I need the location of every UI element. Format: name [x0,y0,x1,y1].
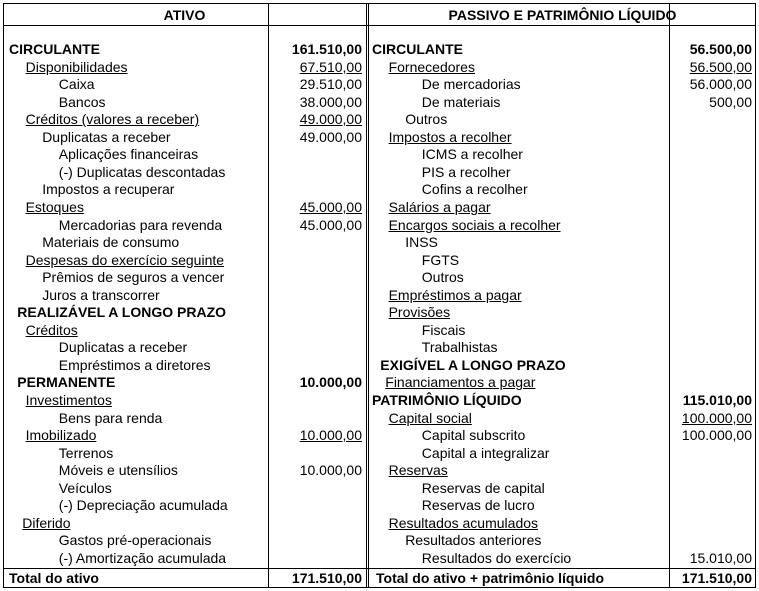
passivo-account-icms-a-recolher: ICMS a recolher [421,146,523,163]
passivo-account-circulante: CIRCULANTE [372,41,463,57]
ativo-account-gastos-pre-operacionais: Gastos pré-operacionais [58,532,212,549]
header-ativo: ATIVO [163,7,206,23]
ativo-value-mercadorias-para-revenda: 45.000,00 [299,216,362,233]
passivo-account-provisoes: Provisões [388,304,451,321]
ativo-account-diferido: Diferido [22,514,71,531]
ativo-account-amortizacao-acumulada: (-) Amortização acumulada [58,549,227,566]
divider-passivo-values [669,3,670,588]
ativo-account-duplicatas-a-receber: Duplicatas a receber [42,128,171,145]
passivo-account-pis-a-recolher: PIS a recolher [421,163,511,180]
ativo-account-impostos-a-recuperar: Impostos a recuperar [42,181,175,198]
ativo-account-disponibilidades: Disponibilidades [25,58,128,75]
passivo-account-exigivel-a-longo-prazo: EXIGÍVEL A LONGO PRAZO [380,356,566,373]
ativo-account-creditos-valores-a-receber: Créditos (valores a receber) [25,111,200,128]
ativo-value-permanente: 10.000,00 [299,374,362,391]
ativo-value-disponibilidades: 67.510,00 [299,58,362,75]
ativo-value-moveis-e-utensilios: 10.000,00 [299,462,362,479]
ativo-account-mercadorias-para-revenda: Mercadorias para revenda [58,216,223,233]
ativo-account-moveis-e-utensilios: Móveis e utensílios [58,462,178,479]
passivo-account-reservas-de-capital: Reservas de capital [421,479,545,496]
divider-center [366,3,367,588]
passivo-account-salarios-a-pagar: Salários a pagar [388,198,491,215]
totals-divider [3,568,756,569]
passivo-account-fiscais: Fiscais [421,321,466,338]
ativo-account-despesas-do-exercicio-seguinte: Despesas do exercício seguinte [25,251,225,268]
ativo-account-caixa: Caixa [58,76,95,93]
passivo-account-reservas: Reservas [388,462,448,479]
passivo-value-circulante: 56.500,00 [689,41,752,57]
ativo-account-bancos: Bancos [58,93,106,110]
passivo-account-encargos-sociais-a-recolher: Encargos sociais a recolher [388,216,561,233]
passivo-account-fornecedores: Fornecedores [388,58,475,75]
passivo-account-inss: INSS [405,234,438,251]
ativo-account-permanente: PERMANENTE [17,374,116,391]
passivo-value-fornecedores: 56.500,00 [689,58,752,75]
passivo-value-de-mercadorias: 56.000,00 [689,76,752,93]
passivo-account-resultados-anteriores: Resultados anteriores [405,532,542,549]
header-passivo: PASSIVO E PATRIMÔNIO LÍQUIDO [448,7,677,23]
passivo-value-resultados-do-exercicio: 15.010,00 [689,549,752,566]
ativo-value-bancos: 38.000,00 [299,93,362,110]
ativo-account-investimentos: Investimentos [25,392,112,408]
passivo-account-de-materiais: De materiais [421,93,501,110]
passivo-account-impostos-a-recolher: Impostos a recolher [388,128,512,145]
divider-ativo-values [268,3,269,588]
ativo-account-depreciacao-acumulada: (-) Depreciação acumulada [58,497,228,514]
passivo-account-emprestimos-a-pagar: Empréstimos a pagar [388,286,522,303]
passivo-account-resultados-do-exercicio: Resultados do exercício [421,549,572,566]
ativo-account-duplicatas-descontadas: (-) Duplicatas descontadas [58,163,226,180]
ativo-value-imobilizado: 10.000,00 [299,427,362,444]
ativo-account-circulante: CIRCULANTE [9,41,100,57]
passivo-account-outros: Outros [405,111,448,128]
passivo-account-trabalhistas: Trabalhistas [421,339,498,356]
passivo-account-reservas-de-lucro: Reservas de lucro [421,497,535,514]
passivo-account-outros: Outros [421,269,464,286]
ativo-account-juros-a-transcorrer: Juros a transcorrer [42,286,160,303]
divider-center-double [368,3,369,588]
ativo-account-imobilizado: Imobilizado [25,427,97,444]
ativo-account-aplicacoes-financeiras: Aplicações financeiras [58,146,199,163]
passivo-account-capital-social: Capital social [388,409,472,426]
total-ativo-value: 171.510,00 [291,570,362,586]
passivo-value-capital-subscrito: 100.000,00 [681,427,752,444]
passivo-account-capital-a-integralizar: Capital a integralizar [421,444,550,461]
passivo-account-de-mercadorias: De mercadorias [421,76,521,93]
ativo-account-estoques: Estoques [25,198,84,215]
total-passivo-value: 171.510,00 [681,570,752,586]
ativo-account-materiais-de-consumo: Materiais de consumo [42,234,180,251]
passivo-account-patrimonio-liquido: PATRIMÔNIO LÍQUIDO [372,392,522,408]
passivo-account-fgts: FGTS [421,251,460,268]
ativo-account-veiculos: Veículos [58,479,112,496]
ativo-account-terrenos: Terrenos [58,444,114,461]
ativo-account-premios-de-seguros-a-vencer: Prêmios de seguros a vencer [42,269,225,286]
passivo-value-capital-social: 100.000,00 [681,409,752,426]
passivo-account-capital-subscrito: Capital subscrito [421,427,526,444]
passivo-account-resultados-acumulados: Resultados acumulados [388,514,539,531]
ativo-value-creditos-valores-a-receber: 49.000,00 [299,111,362,128]
ativo-value-estoques: 45.000,00 [299,198,362,215]
ativo-account-realizavel-a-longo-prazo: REALIZÁVEL A LONGO PRAZO [17,304,227,321]
passivo-account-financiamentos-a-pagar: Financiamentos a pagar [385,374,536,391]
total-ativo-label: Total do ativo [9,570,99,586]
ativo-value-caixa: 29.510,00 [299,76,362,93]
ativo-account-creditos: Créditos [25,321,78,338]
ativo-account-bens-para-renda: Bens para renda [58,409,163,426]
passivo-value-patrimonio-liquido: 115.010,00 [682,392,752,408]
ativo-account-duplicatas-a-receber: Duplicatas a receber [58,339,188,356]
ativo-value-duplicatas-a-receber: 49.000,00 [299,128,362,145]
total-passivo-label: Total do ativo + patrimônio líquido [376,570,605,586]
ativo-account-emprestimos-a-diretores: Empréstimos a diretores [58,356,211,373]
passivo-value-de-materiais: 500,00 [709,93,752,110]
passivo-account-cofins-a-recolher: Cofins a recolher [421,181,528,198]
ativo-value-circulante: 161.510,00 [291,41,362,57]
